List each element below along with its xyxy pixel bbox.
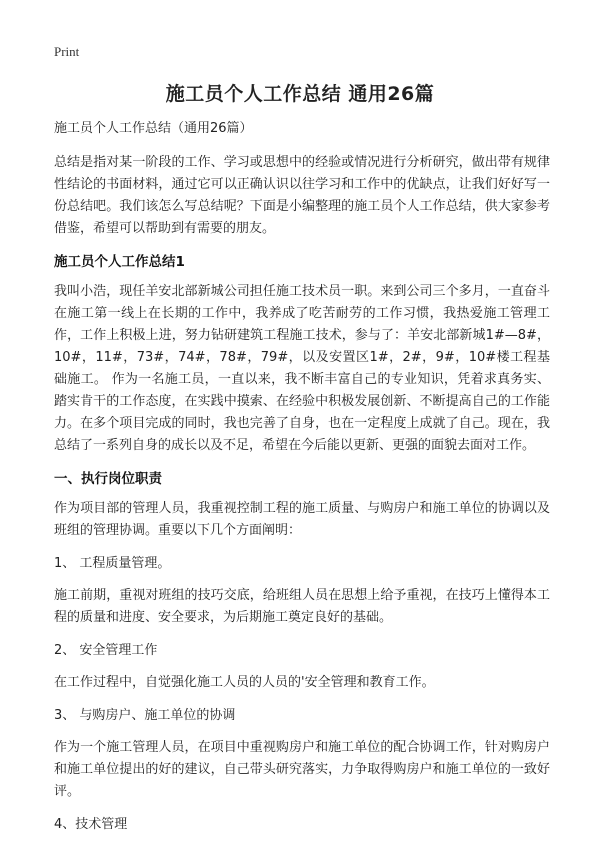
list-item-title: 3、 与购房户、施工单位的协调: [54, 708, 236, 723]
list-item-body: 在工作过程中，自觉强化施工人员的人员的'安全管理和教育工作。: [54, 675, 435, 690]
list-item-title: 4、技术管理: [54, 817, 128, 832]
section-heading: 施工员个人工作总结1: [54, 254, 185, 270]
part-paragraph: 作为项目部的管理人员，我重视控制工程的施工质量、与购房户和施工单位的协调以及班组的管理协调。重要以下几个方面阐明：: [54, 501, 550, 538]
part-heading: 一、执行岗位职责: [54, 471, 162, 487]
section-paragraph: 我叫小浩，现任羊安北部新城公司担任施工技术员一职。来到公司三个多月，一直奋斗在施工第一线上在长期的工作中，我养成了吃苦耐劳的工作习惯，我热爱施工管理工作，工作上积极上进，努力钻研建筑工程施工技术，参与了：羊安北部新城1#—8#，10#，11#，73#，74#，78#，79#，以及安置区1#，2#，9#，10#楼工程基础施工。 作为一名施工员，一直以来，我不断丰富自己的专业知识，凭着求真务实、踏实肯干的工作态度，在实践中摸索、在经验中积极发展创新、不断提高自己的工作能力。在多个项目完成的同时，我也完善了自身，也在一定程度上成就了自己。现在，我总结了一系列自身的成长以及不足，希望在今后能以更新、更强的面貌去面对工作。: [54, 284, 550, 453]
list-item-body: 施工前期，重视对班组的技巧交底，给班组人员在思想上给予重视，在技巧上懂得本工程的质量和进度、安全要求，为后期施工奠定良好的基础。: [54, 588, 550, 625]
list-item-title: 1、 工程质量管理。: [54, 556, 171, 571]
list-item-body: 作为一个施工管理人员，在项目中重视购房户和施工单位的配合协调工作，针对购房户和施工单位提出的好的建议，自己带头研究落实，力争取得购房户和施工单位的一致好评。: [54, 740, 550, 799]
page-title: 施工员个人工作总结 通用26篇: [165, 83, 435, 105]
article-body: [54, 118, 550, 846]
list-item-title: 2、 安全管理工作: [54, 643, 158, 658]
article-subtitle: 施工员个人工作总结（通用26篇）: [54, 121, 253, 136]
print-link[interactable]: Print: [54, 44, 80, 59]
intro-paragraph: 总结是指对某一阶段的工作、学习或思想中的经验或情况进行分析研究，做出带有规律性结论的书面材料，通过它可以正确认识以往学习和工作中的优缺点，让我们好好写一份总结吧。我们该怎么写总结呢？下面是小编整理的施工员个人工作总结，供大家参考借鉴，希望可以帮助到有需要的朋友。: [54, 155, 550, 236]
